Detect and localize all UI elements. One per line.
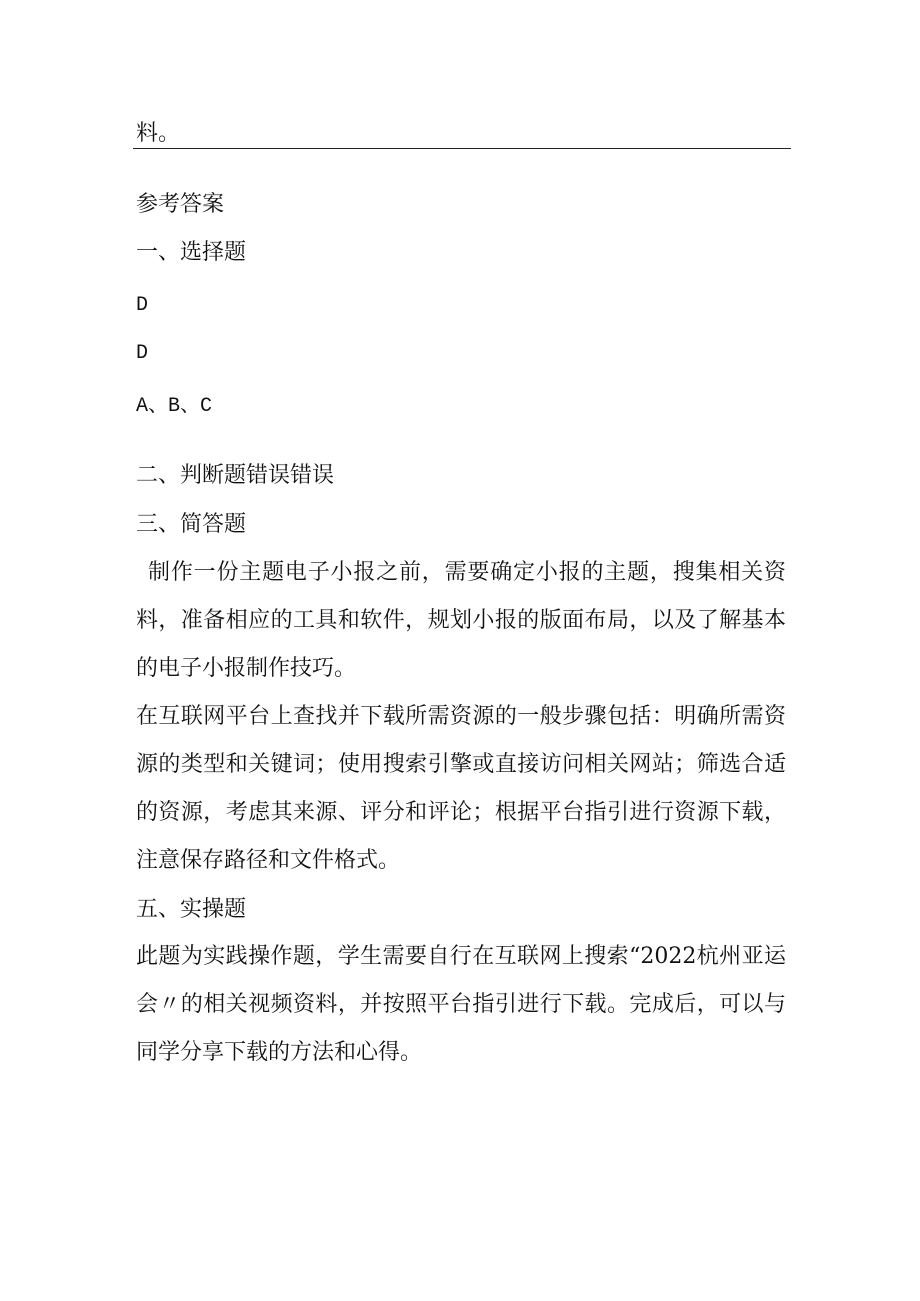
answer-key-title: 参考答案 xyxy=(136,192,225,217)
answer-1: D xyxy=(136,294,149,317)
section5-paragraph: 此题为实践操作题，学生需要自行在互联网上搜索“2022杭州亚运会〃的相关视频资料，并按照平台指引进行下载。完成后，可以与同学分享下载的方法和心得。 xyxy=(136,944,786,1065)
section3-paragraph-2: 在互联网平台上查找并下载所需资源的一般步骤包括：明确所需资源的类型和关键词；使用搜索引擎或直接访问相关网站；筛选合适的资源，考虑其来源、评分和评论；根据平台指引进行资源下载，注意保存路径和文件格式。 xyxy=(136,704,786,873)
section1-heading: 一、选择题 xyxy=(136,240,247,265)
top-fragment: 料。 xyxy=(136,121,181,146)
section3-paragraph-1: 制作一份主题电子小报之前，需要确定小报的主题，搜集相关资料，准备相应的工具和软件，规划小报的版面布局，以及了解基本的电子小报制作技巧。 xyxy=(136,560,786,681)
answer-3: A、B、C xyxy=(136,395,213,418)
answer-2: D xyxy=(136,342,149,365)
section5-heading: 五、实操题 xyxy=(136,897,247,922)
section3-heading: 三、简答题 xyxy=(136,512,247,537)
section2-heading: 二、判断题错误错误 xyxy=(136,463,335,488)
horizontal-rule xyxy=(133,148,791,149)
